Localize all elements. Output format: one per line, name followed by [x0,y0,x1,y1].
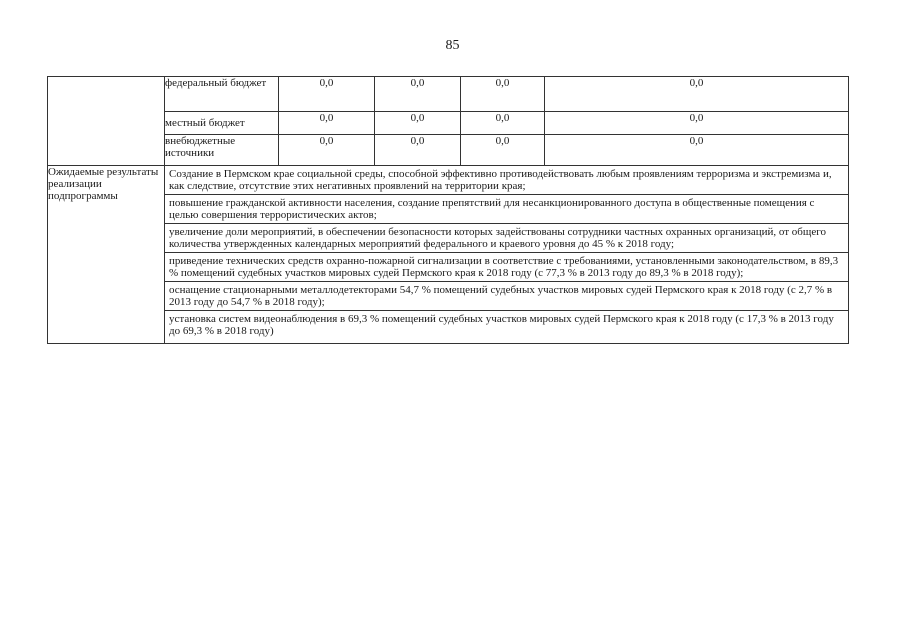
value-cell: 0,0 [375,77,461,112]
table-row [48,135,849,166]
value-cell: 0,0 [545,112,849,135]
value-cell: 0,0 [545,77,849,112]
table-row [48,77,849,112]
result-item: установка систем видеонаблюдения в 69,3 % помещений судебных участков мировых судей Пермского края к 2018 году (с 17,3 % в 2013 году до 69,3 % в 2018 году) [169,313,834,337]
table-row [48,112,849,135]
value-cell: 0,0 [545,135,849,166]
result-item: приведение технических средств охранно-пожарной сигнализации в соответствие с требованиями, установленными законодательством, в 89,3 % помещений судебных участков мировых судей Пермского края к 2018 году (с 77,3 % в 2013 году до 89,3 % в 2018 году); [165,253,848,282]
subprogram-passport-table [47,76,849,344]
funding-source-cell: федеральный бюджет [165,77,279,112]
funding-source-cell: местный бюджет [165,112,279,135]
value-cell: 0,0 [279,77,375,112]
table-row [48,166,849,344]
value-cell: 0,0 [461,112,545,135]
value-cell: 0,0 [279,135,375,166]
value-cell: 0,0 [279,112,375,135]
value-cell: 0,0 [461,135,545,166]
value-cell: 0,0 [461,77,545,112]
result-item: оснащение стационарными металлодетекторами 54,7 % помещений судебных участков мировых судей Пермского края к 2018 году (с 2,7 % в 2013 году до 54,7 % в 2018 году); [165,282,848,311]
value-cell: 0,0 [375,135,461,166]
result-item: повышение гражданской активности населения, создание препятствий для несанкционированного доступа в общественные помещения с целью совершения террористических актов; [165,195,848,224]
result-item: Создание в Пермском крае социальной среды, способной эффективно противодействовать любым проявлениям терроризма и экстремизма и, как следствие, отсутствие этих негативных проявлений на территории края; [165,166,848,195]
result-item: увеличение доли мероприятий, в обеспечении безопасности которых задействованы сотрудники частных охранных организаций, от общего количества утвержденных календарных мероприятий федерального и краевого уровня до 45 % к 2018 году; [165,224,848,253]
value-cell: 0,0 [375,112,461,135]
empty-label-cell [48,77,165,166]
expected-results-cell [165,166,849,344]
page-number: 85 [445,38,460,53]
expected-results-label: Ожидаемые результаты реализации подпрограммы [48,166,165,344]
funding-source-cell: внебюджетные источники [165,135,279,166]
